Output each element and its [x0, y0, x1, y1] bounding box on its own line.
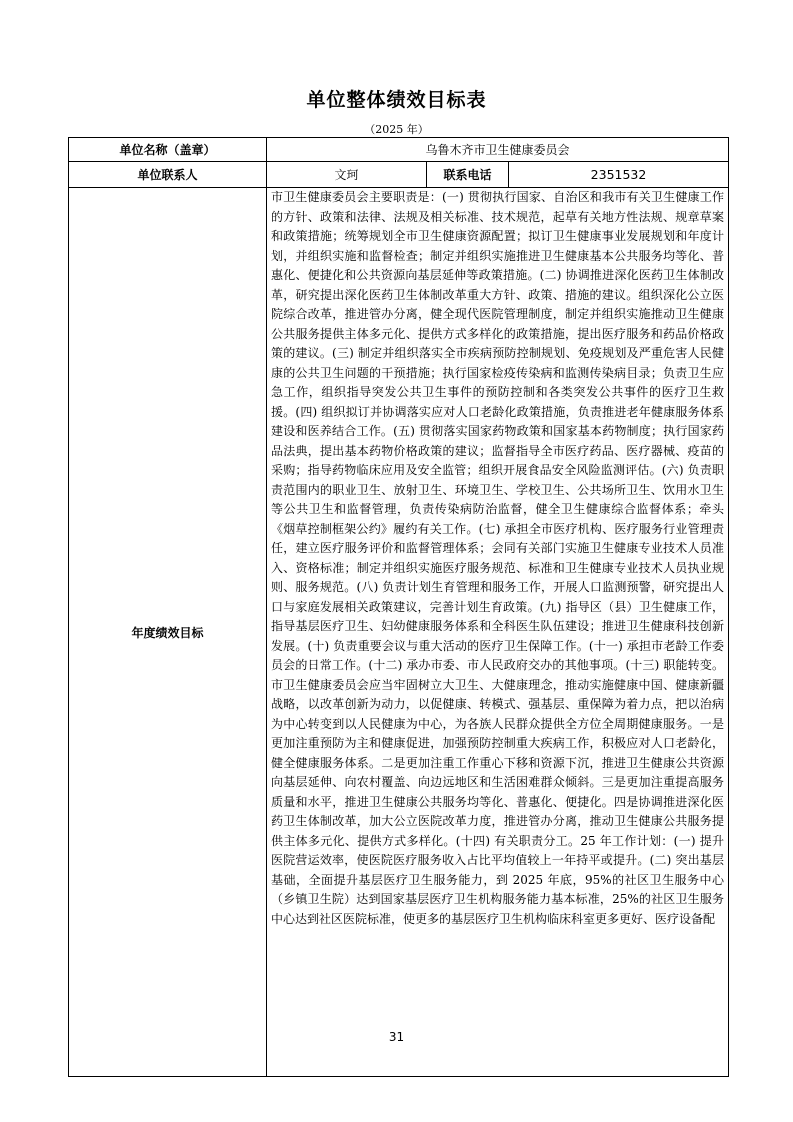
performance-goal-table	[68, 137, 729, 1077]
document-year: （2025 年）	[364, 123, 429, 136]
phone-label: 联系电话	[427, 162, 509, 188]
contact-value: 文珂	[267, 162, 427, 188]
page-number: 31	[388, 1030, 405, 1044]
unit-name-label: 单位名称（盖章）	[69, 138, 267, 162]
goal-label: 年度绩效目标	[69, 188, 267, 1077]
unit-name-value: 乌鲁木齐市卫生健康委员会	[267, 138, 729, 162]
document-title: 单位整体绩效目标表	[306, 89, 487, 111]
goal-text: 市卫生健康委员会主要职责是：(一) 贯彻执行国家、自治区和我市有关卫生健康工作的方针、政策和法律、法规及相关标准、技术规范，起草有关地方性法规、规章草案和政策措施；统筹规划全市卫生健康资源配置；拟订卫生健康事业发展规划和年度计划，并组织实施和监督检查；制定并组织实施推进卫生健康基本公共服务均等化、普惠化、便捷化和公共资源向基层延伸等政策措施。(二) 协调推进深化医药卫生体制改革，研究提出深化医药卫生体制改革重大方针、政策、措施的建议。组织深化公立医院综合改革，推进管办分离，健全现代医院管理制度，制定并组织实施推动卫生健康公共服务提供主体多元化、提供方式多样化的政策措施，提出医疗服务和药品价格政策的建议。(三) 制定并组织落实全市疾病预防控制规划、免疫规划及严重危害人民健康的公共卫生问题的干预措施；执行国家检疫传染病和监测传染病目录；负责卫生应急工作，组织指导突发公共卫生事件的预防控制和各类突发公共事件的医疗卫生救援。(四) 组织拟订并协调落实应对人口老龄化政策措施，负责推进老年健康服务体系建设和医养结合工作。(五) 贯彻落实国家药物政策和国家基本药物制度；执行国家药品法典，提出基本药物价格政策的建议；监督指导全市医疗药品、医疗器械、疫苗的采购；指导药物临床应用及安全监管；组织开展食品安全风险监测评估。(六) 负责职责范围内的职业卫生、放射卫生、环境卫生、学校卫生、公共场所卫生、饮用水卫生等公共卫生和监督管理，负责传染病防治监督，健全卫生健康综合监督体系；牵头《烟草控制框架公约》履约有关工作。(七) 承担全市医疗机构、医疗服务行业管理责任，建立医疗服务评价和监督管理体系；会同有关部门实施卫生健康专业技术人员准入、资格标准；制定并组织实施医疗服务规范、标准和卫生健康专业技术人员执业规则、服务规范。(八) 负责计划生育管理和服务工作，开展人口监测预警，研究提出人口与家庭发展相关政策建议，完善计划生育政策。(九) 指导区（县）卫生健康工作，指导基层医疗卫生、妇幼健康服务体系和全科医生队伍建设；推进卫生健康科技创新发展。(十) 负责重要会议与重大活动的医疗卫生保障工作。(十一) 承担市老龄工作委员会的日常工作。(十二) 承办市委、市人民政府交办的其他事项。(十三) 职能转变。市卫生健康委员会应当牢固树立大卫生、大健康理念，推动实施健康中国、健康新疆战略，以改革创新为动力，以促健康、转模式、强基层、重保障为着力点，把以治病为中心转变到以人民健康为中心，为各族人民群众提供全方位全周期健康服务。一是更加注重预防为主和健康促进，加强预防控制重大疾病工作，积极应对人口老龄化，健全健康服务体系。二是更加注重工作重心下移和资源下沉，推进卫生健康公共资源向基层延伸、向农村覆盖、向边远地区和生活困难群众倾斜。三是更加注重提高服务质量和水平，推进卫生健康公共服务均等化、普惠化、便捷化。四是协调推进深化医药卫生体制改革，加大公立医院改革力度，推进管办分离，推动卫生健康公共服务提供主体多元化、提供方式多样化。(十四) 有关职责分工。25 年工作计划：(一) 提升医院营运效率，使医院医疗服务收入占比平均值较上一年持平或提升。(二) 突出基层基础，全面提升基层医疗卫生服务能力，到 2025 年底，95%的社区卫生服务中心（乡镇卫生院）达到国家基层医疗卫生机构服务能力基本标准，25%的社区卫生服务中心达到社区医院标准，使更多的基层医疗卫生机构临床科室更多更好、医疗设备配	[271, 190, 725, 926]
goal-text-cell	[267, 188, 729, 1077]
contact-label: 单位联系人	[69, 162, 267, 188]
phone-value: 2351532	[509, 162, 729, 188]
